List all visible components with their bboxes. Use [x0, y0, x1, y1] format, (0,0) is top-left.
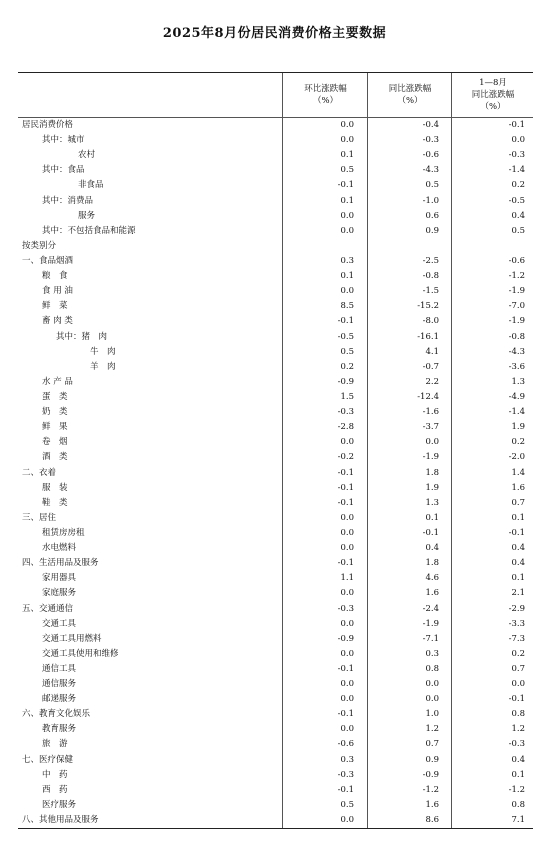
- mom-value: -0.3: [337, 407, 354, 418]
- mom-value: 0.0: [340, 210, 354, 221]
- table-row: [18, 163, 533, 178]
- mom-value: 0.0: [340, 512, 354, 523]
- mom-value: 0.3: [340, 754, 354, 765]
- row-label: 旅 游: [42, 739, 68, 750]
- table-row: [18, 481, 533, 496]
- header-yoy-line1: 同比涨跌幅: [388, 84, 432, 94]
- ytd-value: 0.5: [511, 225, 525, 236]
- row-label: 六、教育文化娱乐: [22, 709, 91, 720]
- ytd-value: 0.2: [511, 180, 525, 191]
- row-label: 羊 肉: [90, 361, 116, 372]
- mom-value: 0.0: [340, 120, 354, 130]
- yoy-value: -1.6: [422, 407, 439, 418]
- row-label: 交通工具使用和维修: [42, 648, 119, 659]
- row-label: 农村: [78, 150, 96, 161]
- table-row: [18, 571, 533, 586]
- cpi-table: [18, 72, 533, 829]
- table-row: [18, 496, 533, 511]
- row-label: 邮递服务: [42, 694, 77, 705]
- mom-value: 0.5: [340, 346, 354, 357]
- header-mom-line1: 环比涨跌幅: [304, 84, 347, 94]
- ytd-value: -0.8: [508, 331, 525, 342]
- mom-value: -0.2: [337, 452, 354, 463]
- ytd-value: -0.1: [508, 527, 525, 538]
- ytd-value: 1.4: [511, 467, 525, 478]
- mom-value: 0.0: [340, 694, 354, 705]
- row-label: 家用器具: [42, 573, 77, 584]
- yoy-value: 0.0: [425, 437, 439, 448]
- yoy-value: -1.0: [422, 195, 439, 206]
- yoy-value: -0.3: [422, 135, 439, 146]
- table-row: [18, 420, 533, 435]
- ytd-value: -1.9: [508, 316, 525, 327]
- mom-value: 0.0: [340, 588, 354, 599]
- page-title: 2025年8月份居民消费价格主要数据: [162, 26, 387, 41]
- mom-value: -0.9: [337, 376, 354, 387]
- ytd-value: 0.0: [511, 135, 525, 146]
- ytd-value: 0.1: [511, 573, 525, 584]
- row-label: 一、食品烟酒: [22, 255, 74, 266]
- row-label: 其中：猪 肉: [56, 331, 108, 342]
- table-header: [18, 73, 533, 118]
- mom-value: -0.3: [337, 603, 354, 614]
- mom-value: 0.0: [340, 286, 354, 297]
- yoy-value: -0.8: [422, 271, 439, 282]
- ytd-value: -1.4: [508, 407, 525, 418]
- yoy-value: 1.8: [425, 558, 439, 569]
- mom-value: -0.5: [337, 331, 354, 342]
- mom-value: 1.1: [340, 573, 354, 584]
- header-ytd: [451, 73, 534, 117]
- header-ytd-line3: （%）: [480, 102, 506, 112]
- ytd-value: -0.5: [508, 195, 525, 206]
- row-label: 通信工具: [42, 663, 77, 674]
- mom-value: 0.0: [340, 724, 354, 735]
- mom-value: 0.1: [340, 195, 354, 206]
- row-label: 鞋 类: [42, 497, 68, 508]
- yoy-value: -7.1: [422, 633, 439, 644]
- row-label: 通信服务: [42, 679, 77, 690]
- header-yoy: [367, 73, 452, 117]
- table-row: [18, 768, 533, 783]
- yoy-value: 0.5: [425, 180, 439, 191]
- row-label: 七、医疗保健: [22, 754, 74, 765]
- yoy-value: -0.4: [422, 120, 439, 130]
- yoy-value: 0.8: [425, 663, 439, 674]
- table-row: [18, 707, 533, 722]
- table-row: [18, 526, 533, 541]
- row-label: 鲜 菜: [42, 301, 68, 312]
- yoy-value: 0.9: [425, 754, 439, 765]
- yoy-value: 4.6: [425, 573, 439, 584]
- yoy-value: 0.3: [425, 648, 439, 659]
- yoy-value: -0.7: [422, 361, 439, 372]
- table-row: [18, 118, 533, 133]
- ytd-value: 0.8: [511, 799, 525, 810]
- yoy-value: -0.9: [422, 769, 439, 780]
- yoy-value: 1.2: [425, 724, 439, 735]
- column-divider: [367, 117, 368, 828]
- mom-value: 0.0: [340, 527, 354, 538]
- row-label: 四、生活用品及服务: [22, 558, 99, 569]
- mom-value: 0.5: [340, 799, 354, 810]
- row-label: 居民消费价格: [22, 120, 74, 130]
- ytd-value: -3.6: [508, 361, 525, 372]
- table-row: [18, 375, 533, 390]
- yoy-value: 0.1: [425, 512, 439, 523]
- ytd-value: -1.4: [508, 165, 525, 176]
- yoy-value: 0.6: [425, 210, 439, 221]
- table-row: [18, 541, 533, 556]
- mom-value: 0.2: [340, 361, 354, 372]
- ytd-value: -7.0: [508, 301, 525, 312]
- mom-value: -0.3: [337, 769, 354, 780]
- yoy-value: -2.5: [422, 255, 439, 266]
- table-row: [18, 722, 533, 737]
- yoy-value: -8.0: [422, 316, 439, 327]
- yoy-value: -12.4: [417, 391, 439, 402]
- ytd-value: 0.4: [511, 543, 525, 554]
- yoy-value: 8.6: [425, 815, 439, 826]
- ytd-value: 0.4: [511, 754, 525, 765]
- table-row: [18, 194, 533, 209]
- yoy-value: -15.2: [417, 301, 439, 312]
- table-row: [18, 617, 533, 632]
- table-row: [18, 466, 533, 481]
- mom-value: 0.0: [340, 648, 354, 659]
- ytd-value: 0.7: [511, 663, 525, 674]
- ytd-value: 1.3: [511, 376, 525, 387]
- row-label: 医疗服务: [42, 799, 77, 810]
- table-row: [18, 209, 533, 224]
- row-label: 畜 肉 类: [42, 316, 73, 327]
- row-label: 非食品: [78, 180, 104, 191]
- table-row: [18, 148, 533, 163]
- table-row: [18, 178, 533, 193]
- yoy-value: 1.0: [425, 709, 439, 720]
- ytd-value: -2.9: [508, 603, 525, 614]
- mom-value: 0.0: [340, 225, 354, 236]
- mom-value: -0.1: [337, 784, 354, 795]
- yoy-value: -1.5: [422, 286, 439, 297]
- mom-value: -0.1: [337, 558, 354, 569]
- row-label: 粮 食: [42, 271, 68, 282]
- mom-value: -0.1: [337, 482, 354, 493]
- row-label: 教育服务: [42, 724, 77, 735]
- table-row: [18, 239, 533, 254]
- ytd-value: -3.3: [508, 618, 525, 629]
- yoy-value: -2.4: [422, 603, 439, 614]
- ytd-value: -1.9: [508, 286, 525, 297]
- ytd-value: 0.8: [511, 709, 525, 720]
- ytd-value: 0.4: [511, 558, 525, 569]
- table-row: [18, 783, 533, 798]
- header-ytd-line2: 同比涨跌幅: [471, 90, 515, 100]
- row-label: 三、居住: [22, 512, 57, 523]
- row-label: 按类别分: [22, 240, 57, 251]
- yoy-value: 2.2: [425, 376, 439, 387]
- mom-value: 8.5: [340, 301, 354, 312]
- ytd-value: -4.9: [508, 391, 525, 402]
- row-label: 蛋 类: [42, 391, 68, 402]
- ytd-value: -2.0: [508, 452, 525, 463]
- ytd-value: -0.1: [508, 694, 525, 705]
- column-divider: [282, 117, 283, 828]
- ytd-value: 0.4: [511, 210, 525, 221]
- row-label: 中 药: [42, 769, 68, 780]
- row-label: 奶 类: [42, 407, 68, 418]
- mom-value: 0.0: [340, 543, 354, 554]
- yoy-value: -3.7: [422, 422, 439, 433]
- table-body: [18, 118, 533, 828]
- column-divider: [451, 117, 452, 828]
- mom-value: 0.0: [340, 135, 354, 146]
- table-row: [18, 390, 533, 405]
- header-mom-line2: （%）: [312, 96, 339, 106]
- header-ytd-line1: 1—8月: [479, 78, 507, 88]
- table-row: [18, 632, 533, 647]
- ytd-value: -0.3: [508, 150, 525, 161]
- yoy-value: -0.6: [422, 150, 439, 161]
- row-label: 其中：消费品: [42, 195, 94, 206]
- table-row: [18, 299, 533, 314]
- mom-value: -0.1: [337, 316, 354, 327]
- ytd-value: 0.0: [511, 679, 525, 690]
- ytd-value: 1.2: [511, 724, 525, 735]
- ytd-value: 0.7: [511, 497, 525, 508]
- table-row: [18, 314, 533, 329]
- table-row: [18, 450, 533, 465]
- row-label: 食 用 油: [42, 286, 73, 297]
- row-label: 西 药: [42, 784, 68, 795]
- ytd-value: 0.2: [511, 648, 525, 659]
- table-row: [18, 284, 533, 299]
- yoy-value: -16.1: [417, 331, 439, 342]
- row-label: 交通工具: [42, 618, 77, 629]
- row-label: 酒 类: [42, 452, 68, 463]
- table-row: [18, 692, 533, 707]
- mom-value: -0.9: [337, 633, 354, 644]
- mom-value: 0.5: [340, 165, 354, 176]
- yoy-value: 0.0: [425, 694, 439, 705]
- yoy-value: 0.0: [425, 679, 439, 690]
- mom-value: 0.0: [340, 679, 354, 690]
- mom-value: 0.1: [340, 150, 354, 161]
- table-row: [18, 602, 533, 617]
- yoy-value: 0.7: [425, 739, 439, 750]
- ytd-value: -4.3: [508, 346, 525, 357]
- table-row: [18, 345, 533, 360]
- row-label: 二、衣着: [22, 467, 57, 478]
- ytd-value: 0.2: [511, 437, 525, 448]
- yoy-value: 1.6: [425, 588, 439, 599]
- ytd-value: 0.1: [511, 769, 525, 780]
- mom-value: 0.1: [340, 271, 354, 282]
- table-row: [18, 737, 533, 752]
- ytd-value: -7.3: [508, 633, 525, 644]
- row-label: 鲜 果: [42, 422, 68, 433]
- row-label: 服务: [78, 210, 96, 221]
- ytd-value: 0.1: [511, 512, 525, 523]
- mom-value: -0.1: [337, 467, 354, 478]
- yoy-value: 4.1: [425, 346, 439, 357]
- yoy-value: 1.6: [425, 799, 439, 810]
- yoy-value: -1.9: [422, 618, 439, 629]
- table-row: [18, 586, 533, 601]
- row-label: 其中：食品: [42, 165, 85, 176]
- mom-value: -0.1: [337, 497, 354, 508]
- table-row: [18, 133, 533, 148]
- mom-value: -0.1: [337, 180, 354, 191]
- row-label: 服 装: [42, 482, 68, 493]
- mom-value: 0.0: [340, 437, 354, 448]
- yoy-value: 1.3: [425, 497, 439, 508]
- mom-value: -0.1: [337, 663, 354, 674]
- table-row: [18, 511, 533, 526]
- ytd-value: -0.6: [508, 255, 525, 266]
- ytd-value: -1.2: [508, 784, 525, 795]
- row-label: 卷 烟: [42, 437, 68, 448]
- row-label: 水 产 品: [42, 376, 73, 387]
- table-row: [18, 813, 533, 828]
- ytd-value: 7.1: [511, 815, 525, 826]
- ytd-value: 1.9: [511, 422, 525, 433]
- table-row: [18, 753, 533, 768]
- row-label: 牛 肉: [90, 346, 116, 357]
- yoy-value: 0.4: [425, 543, 439, 554]
- table-row: [18, 405, 533, 420]
- ytd-value: 2.1: [511, 588, 525, 599]
- ytd-value: -0.3: [508, 739, 525, 750]
- table-row: [18, 556, 533, 571]
- mom-value: 0.3: [340, 255, 354, 266]
- row-label: 八、其他用品及服务: [22, 815, 99, 826]
- table-row: [18, 662, 533, 677]
- table-row: [18, 330, 533, 345]
- table-row: [18, 435, 533, 450]
- table-row: [18, 360, 533, 375]
- yoy-value: -0.1: [422, 527, 439, 538]
- table-row: [18, 224, 533, 239]
- row-label: 交通工具用燃料: [42, 633, 102, 644]
- table-row: [18, 269, 533, 284]
- table-row: [18, 677, 533, 692]
- ytd-value: -1.2: [508, 271, 525, 282]
- header-yoy-line2: （%）: [397, 96, 423, 106]
- row-label: 家庭服务: [42, 588, 77, 599]
- table-row: [18, 798, 533, 813]
- yoy-value: -1.2: [422, 784, 439, 795]
- row-label: 水电燃料: [42, 543, 77, 554]
- yoy-value: -1.9: [422, 452, 439, 463]
- yoy-value: 1.9: [425, 482, 439, 493]
- row-label: 租赁房房租: [42, 527, 85, 538]
- mom-value: -2.8: [337, 422, 354, 433]
- mom-value: -0.6: [337, 739, 354, 750]
- mom-value: 0.0: [340, 815, 354, 826]
- yoy-value: 1.8: [425, 467, 439, 478]
- mom-value: 0.0: [340, 618, 354, 629]
- mom-value: 1.5: [340, 391, 354, 402]
- row-label: 其中：城市: [42, 135, 85, 146]
- yoy-value: 0.9: [425, 225, 439, 236]
- yoy-value: -4.3: [422, 165, 439, 176]
- ytd-value: -0.1: [508, 120, 525, 130]
- table-row: [18, 254, 533, 269]
- header-mom: [282, 73, 368, 117]
- mom-value: -0.1: [337, 709, 354, 720]
- table-row: [18, 647, 533, 662]
- row-label: 五、交通通信: [22, 603, 74, 614]
- ytd-value: 1.6: [511, 482, 525, 493]
- row-label: 其中：不包括食品和能源: [42, 225, 136, 236]
